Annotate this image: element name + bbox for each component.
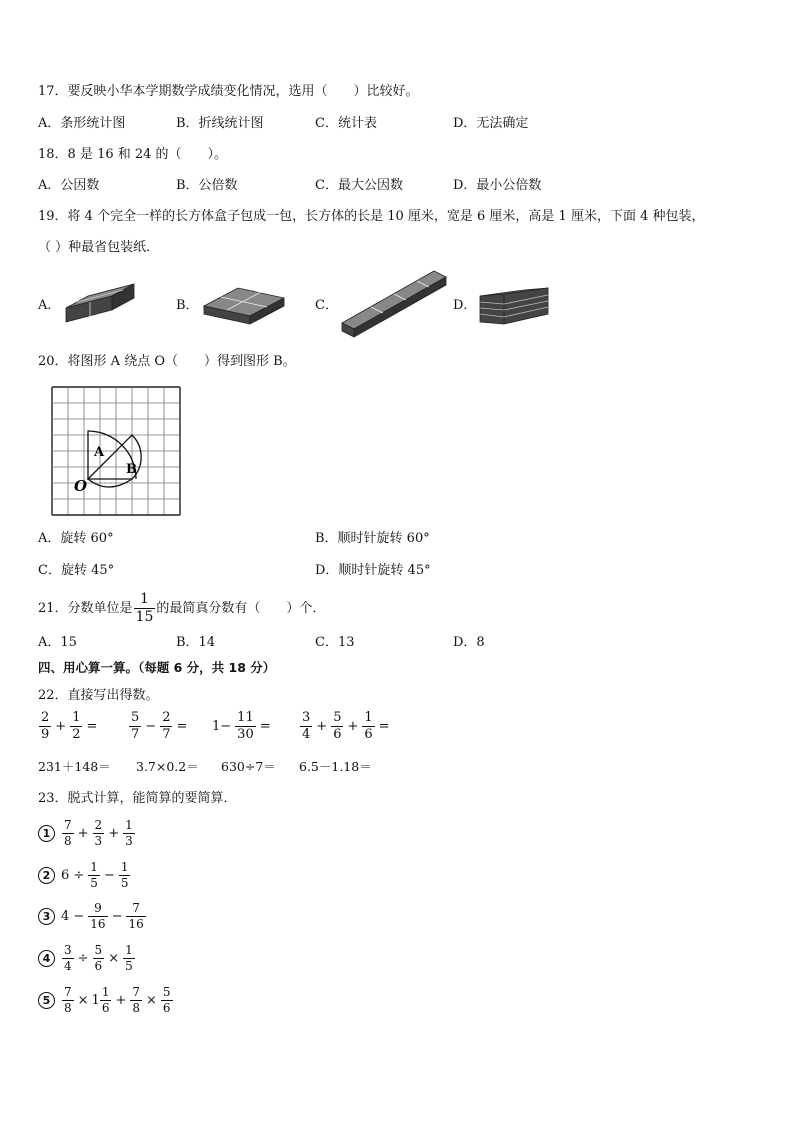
q23-stem: 23．脱式计算，能简算的要简算． xyxy=(38,791,237,806)
q23-item-1: 1 $\frac{7}{8}$ + $\frac{2}{3}$ + $\frac{1}{3}$ xyxy=(38,819,136,847)
q18-option-a: A．公因数 xyxy=(38,178,100,193)
q22-row2-2: 3.7×0.2＝ xyxy=(136,759,199,774)
q23-item-4: 4 $\frac{3}{4}$ ÷ $\frac{5}{6}$ × $\frac{1}{5}$ xyxy=(38,944,136,972)
q19-package-d-image xyxy=(476,284,552,330)
q21-option-d: D．8 xyxy=(453,635,485,650)
q20-option-d: D．顺时针旋转 45° xyxy=(315,563,431,578)
q18-option-d: D．最小公倍数 xyxy=(453,178,542,193)
q20-option-c: C．旋转 45° xyxy=(38,563,115,578)
q20-rotation-figure xyxy=(48,383,184,519)
q19-option-d: D． xyxy=(453,298,477,313)
q23-marker-4: 4 xyxy=(38,950,55,967)
q19-option-a: A． xyxy=(38,298,61,313)
q23-marker-5: 5 xyxy=(38,992,55,1009)
q23-marker-2: 2 xyxy=(38,867,55,884)
q21-option-b: B．14 xyxy=(176,635,216,650)
q21-fraction: $\frac{1}{15}$ xyxy=(135,591,154,625)
q22-expr-4: $\frac{3}{4}$ + $\frac{5}{6}$ + $\frac{1}{6}$ = xyxy=(302,710,390,742)
q17-option-d: D．无法确定 xyxy=(453,116,529,131)
q23-item-5: 5 $\frac{7}{8}$ × 1 $\frac{1}{6}$ + $\frac{7}{8}$ × $\frac{5}{6}$ xyxy=(38,986,174,1014)
q20-label-o: O xyxy=(74,477,88,495)
section4-title: 四、用心算一算。（每题 6 分，共 18 分） xyxy=(38,660,276,675)
q17-option-c: C．统计表 xyxy=(315,116,377,131)
q22-expr-1: $\frac{2}{9}$ + $\frac{1}{2}$ = xyxy=(41,710,98,742)
q23-marker-3: 3 xyxy=(38,908,55,925)
q20-label-a: A xyxy=(94,445,105,460)
q22-row2-3: 630÷7＝ xyxy=(221,759,276,774)
q19-package-c-image xyxy=(338,267,450,341)
q18-stem: 18．8 是 16 和 24 的（ ）。 xyxy=(38,147,228,162)
q18-option-c: C．最大公因数 xyxy=(315,178,403,193)
q19-stem-line2: （ ）种最省包装纸． xyxy=(38,240,160,255)
q23-item-2: 2 6 ÷ $\frac{1}{5}$ − $\frac{1}{5}$ xyxy=(38,861,131,889)
q18-option-b: B．公倍数 xyxy=(176,178,238,193)
q20-option-a: A．旋转 60° xyxy=(38,531,114,546)
q22-expr-3: 1− $\frac{11}{30}$ = xyxy=(212,710,271,742)
q21-stem: 21．分数单位是 $\frac{1}{15}$ 的最简真分数有（ ）个． xyxy=(38,591,326,625)
q23-marker-1: 1 xyxy=(38,825,55,842)
q20-option-b: B．顺时针旋转 60° xyxy=(315,531,430,546)
q17-option-b: B．折线统计图 xyxy=(176,116,264,131)
q20-stem: 20．将图形 A 绕点 O（ ）得到图形 B。 xyxy=(38,354,296,369)
q23-item-3: 3 4 − $\frac{9}{16}$ − $\frac{7}{16}$ xyxy=(38,902,147,930)
q22-row2-1: 231＋148＝ xyxy=(38,759,111,774)
q21-option-c: C．13 xyxy=(315,635,355,650)
q22-row2-4: 6.5－1.18＝ xyxy=(299,759,372,774)
q17-stem: 17．要反映小华本学期数学成绩变化情况，选用（ ）比较好。 xyxy=(38,84,419,99)
q17-option-a: A．条形统计图 xyxy=(38,116,126,131)
q22-expr-2: $\frac{5}{7}$ − $\frac{2}{7}$ = xyxy=(131,710,188,742)
q19-package-a-image xyxy=(62,276,138,330)
q19-package-b-image xyxy=(200,280,288,330)
q19-stem-line1: 19．将 4 个完全一样的长方体盒子包成一包，长方体的长是 10 厘米，宽是 6 厘米，高是 1 厘米，下面 4 种包装， xyxy=(38,209,705,224)
q20-label-b: B xyxy=(126,462,137,477)
q21-option-a: A．15 xyxy=(38,635,77,650)
q22-stem: 22．直接写出得数。 xyxy=(38,688,159,703)
q19-option-b: B． xyxy=(176,298,199,313)
q19-option-c: C． xyxy=(315,298,338,313)
